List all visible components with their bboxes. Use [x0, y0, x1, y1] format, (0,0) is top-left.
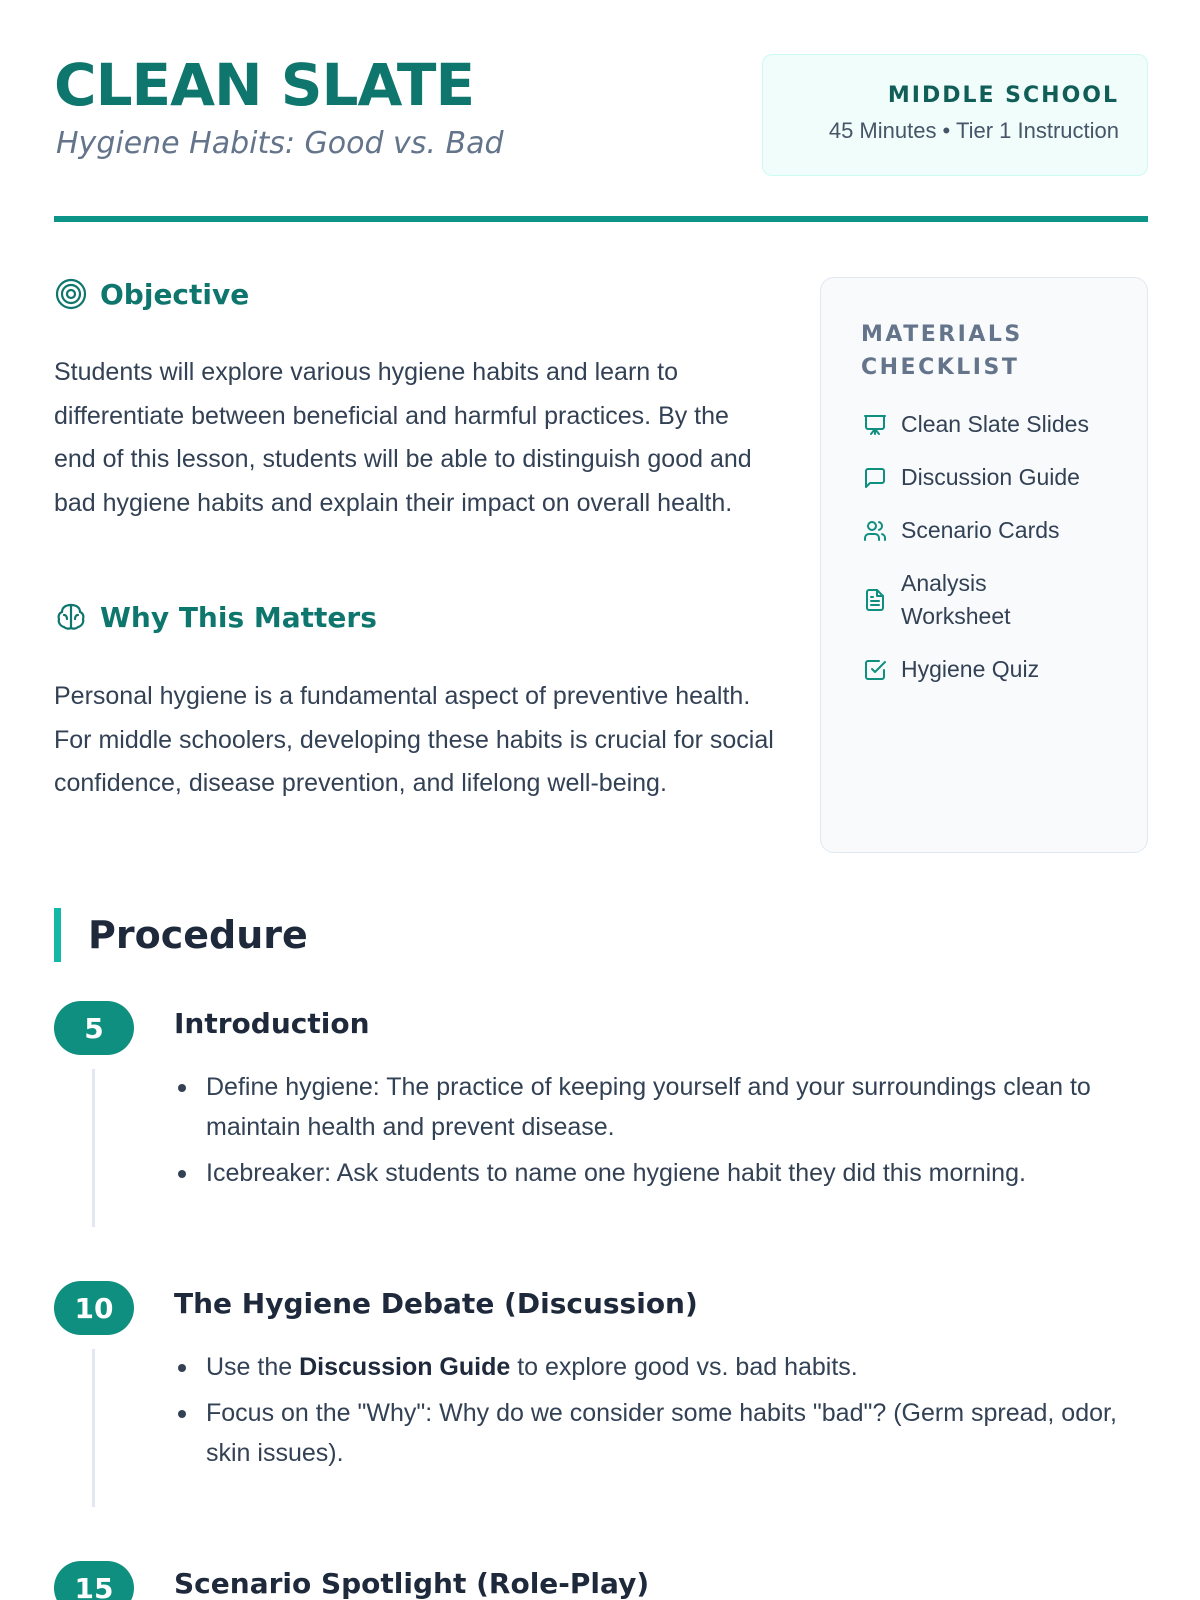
materials-title: MATERIALS CHECKLIST	[861, 322, 1023, 380]
objective-heading	[54, 274, 249, 314]
users-icon	[861, 517, 889, 545]
why-text: Personal hygiene is a fundamental aspect of preventive health. For middle schoolers, developing these habits is crucial for social confidence, disease prevention, and lifelong well-being.	[54, 682, 774, 797]
materials-item-label: Discussion Guide	[901, 464, 1080, 490]
file-text-icon	[861, 586, 889, 614]
why-heading	[54, 597, 377, 637]
materials-list	[861, 408, 1147, 686]
why-title: Why This Matters	[100, 600, 377, 634]
step-title: Scenario Spotlight (Role-Play)	[174, 1567, 650, 1600]
step-timeline-line	[92, 1069, 95, 1227]
message-square-icon	[861, 464, 889, 492]
materials-item	[861, 461, 1147, 494]
procedure-heading	[54, 908, 308, 962]
step-bullets	[206, 1347, 1146, 1479]
materials-item	[861, 514, 1147, 547]
step-bullet: Define hygiene: The practice of keeping yourself and your surroundings clean to maintain health and prevent disease.	[206, 1067, 1146, 1147]
objective-text: Students will explore various hygiene habits and learn to differentiate between beneficial and harmful practices. By the end of this lesson, students will be able to distinguish good and bad hygiene habits and explain their impact on overall health.	[54, 358, 752, 517]
step-minutes-pill: 10	[54, 1281, 134, 1335]
presentation-icon	[861, 411, 889, 439]
step-bullet: Focus on the "Why": Why do we consider some habits "bad"? (Germ spread, odor, skin issues).	[206, 1393, 1146, 1473]
materials-item-label: Scenario Cards	[901, 517, 1060, 543]
step-timeline-line	[92, 1349, 95, 1507]
step-minutes-pill: 15	[54, 1561, 134, 1600]
target-icon	[54, 277, 88, 311]
page-title: CLEAN SLATE	[54, 51, 475, 119]
badge-meta: 45 Minutes • Tier 1 Instruction	[828, 118, 1119, 143]
procedure-title: Procedure	[88, 913, 308, 957]
materials-checklist	[820, 277, 1148, 853]
brain-icon	[54, 600, 88, 634]
materials-item-label: Hygiene Quiz	[901, 656, 1040, 682]
materials-item-label: Clean Slate Slides	[901, 411, 1089, 437]
step-bullets	[206, 1067, 1146, 1199]
materials-item	[861, 567, 1147, 633]
objective-title: Objective	[100, 277, 250, 311]
materials-item-label: Analysis Worksheet	[901, 570, 1011, 629]
page-subtitle: Hygiene Habits: Good vs. Bad	[56, 126, 504, 161]
step-minutes-pill: 5	[54, 1001, 134, 1055]
procedure-accent-bar	[54, 908, 61, 962]
check-square-icon	[861, 656, 889, 684]
step-title: The Hygiene Debate (Discussion)	[174, 1287, 698, 1320]
grade-level-badge	[762, 54, 1148, 176]
badge-level: MIDDLE SCHOOL	[887, 83, 1119, 108]
header	[54, 52, 1148, 178]
header-divider	[54, 216, 1148, 222]
step-bullet: Use the Discussion Guide to explore good vs. bad habits.	[206, 1347, 1146, 1387]
step-bullet: Icebreaker: Ask students to name one hygiene habit they did this morning.	[206, 1153, 1146, 1193]
materials-item	[861, 408, 1147, 441]
lesson-plan-page	[54, 0, 1148, 1600]
step-title: Introduction	[174, 1007, 370, 1040]
materials-item	[861, 653, 1147, 686]
